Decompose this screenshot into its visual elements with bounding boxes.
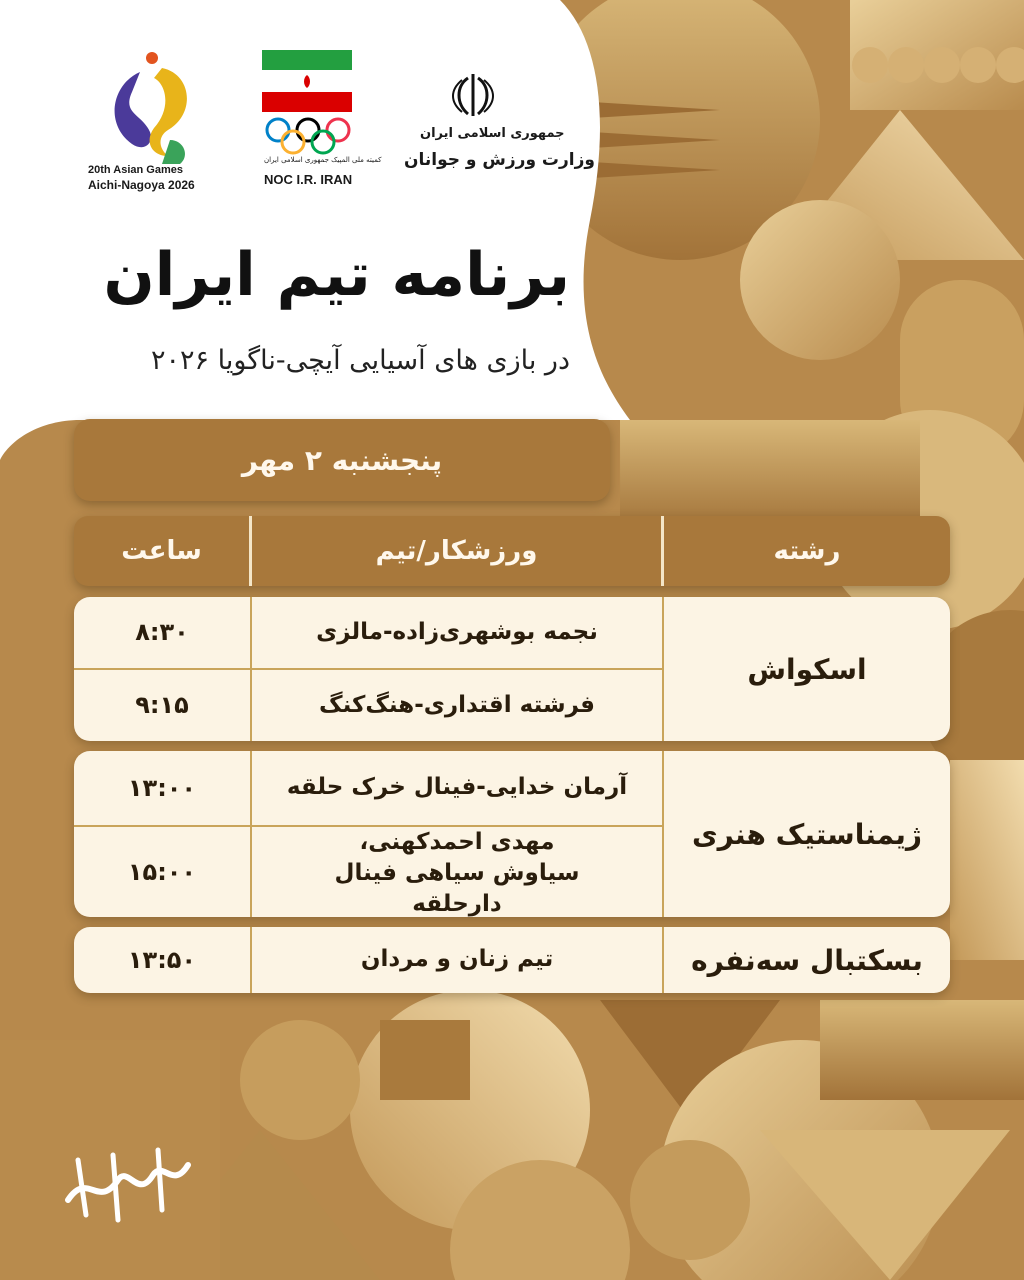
asian-games-line2: Aichi-Nagoya 2026 xyxy=(88,178,195,192)
time-column xyxy=(74,927,252,993)
athlete-column xyxy=(252,597,664,741)
table-cell-time: ۱۳:۰۰ xyxy=(127,773,197,802)
olympic-rings-icon xyxy=(262,116,354,156)
header-time: ساعت xyxy=(74,516,252,586)
ministry-line2: وزارت ورزش و جوانان xyxy=(404,150,595,170)
ministry-line1: جمهوری اسلامی ایران xyxy=(420,126,565,141)
noc-iran-logo xyxy=(262,50,382,190)
date-banner xyxy=(74,419,610,501)
table-cell-athlete: آرمان خدایی-فینال خرک حلقه xyxy=(286,774,628,801)
table-cell-athlete: مهدی احمدکهنی، سیاوش سیاهی فینال دارحلقه xyxy=(252,825,662,917)
header-sport: رشته xyxy=(773,536,841,566)
table-cell-time: ۱۳:۵۰ xyxy=(127,945,197,974)
brand-logo xyxy=(58,1130,198,1230)
table-cell-sport: ژیمناستیک هنری xyxy=(691,817,923,851)
time-column xyxy=(74,751,252,917)
date-label: پنجشنبه ۲ مهر xyxy=(241,443,443,477)
time-column xyxy=(74,597,252,741)
athlete-column xyxy=(252,751,664,917)
table-cell-time: ۹:۱۵ xyxy=(74,668,250,741)
asian-games-line1: 20th Asian Games xyxy=(88,164,183,176)
noc-caption: کمیته ملی المپیک جمهوری اسلامی ایران xyxy=(264,156,382,164)
table-header xyxy=(74,516,950,586)
asian-games-logo xyxy=(88,44,212,194)
table-cell-athlete: تیم زنان و مردان xyxy=(360,946,554,973)
ministry-logo xyxy=(396,70,595,190)
asian-games-emblem-icon xyxy=(92,44,212,164)
table-cell-athlete: فرشته اقتداری-هنگ‌کنگ xyxy=(252,668,662,741)
table-group-gymnastics xyxy=(74,751,950,917)
table-cell-sport: اسکواش xyxy=(747,652,867,686)
page-title: برنامه تیم ایران xyxy=(103,240,570,310)
iran-flag-icon xyxy=(262,50,352,112)
table-cell-athlete: نجمه بوشهری‌زاده-مالزی xyxy=(316,618,598,645)
iran-emblem-icon xyxy=(448,70,498,120)
brand-calligraphy-icon xyxy=(58,1130,198,1230)
table-group-squash xyxy=(74,597,950,741)
table-group-basketball xyxy=(74,927,950,993)
athlete-column xyxy=(252,927,664,993)
table-cell-time: ۸:۳۰ xyxy=(135,618,189,647)
header-athlete: ورزشکار/تیم xyxy=(252,516,664,586)
page-subtitle: در بازی های آسیایی آیچی-ناگویا ۲۰۲۶ xyxy=(151,345,570,376)
table-cell-time: ۱۵:۰۰ xyxy=(74,825,250,917)
noc-label: NOC I.R. IRAN xyxy=(264,172,353,187)
table-cell-sport: بسکتبال سه‌نفره xyxy=(691,943,923,977)
